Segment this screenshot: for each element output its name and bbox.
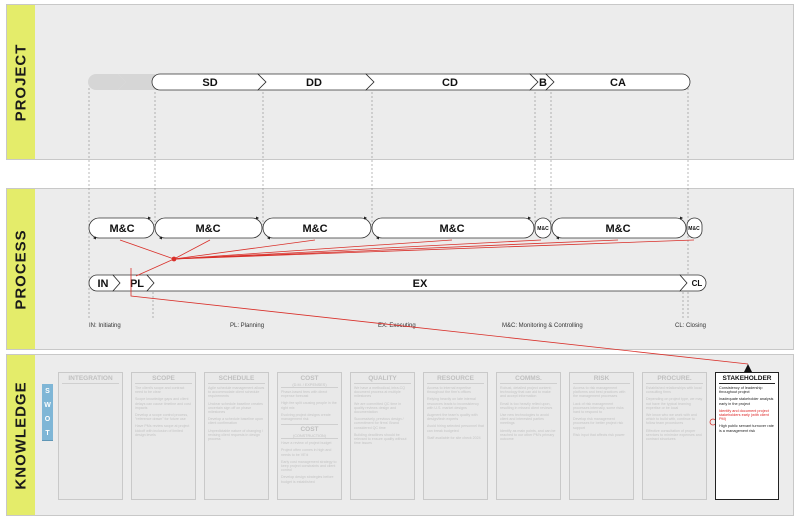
phase-dd-label: DD: [306, 77, 322, 89]
process-legend: [89, 323, 706, 329]
swot-s: S: [42, 384, 53, 399]
knowledge-item: Effective consultation of proper services to minimize expenses and contract structures: [646, 428, 702, 442]
knowledge-item: Agile schedule management allows to accommodate client schedule requirements: [208, 386, 265, 399]
mc-label-7: M&C: [688, 226, 700, 232]
knowledge-item: Established relationships with local consulting firms: [646, 386, 702, 395]
knowledge-item: Unclear schedule baseline creates uncertain sign off on phase milestones: [208, 401, 263, 415]
knowledge-item: We are committed QC time in quality reviews design and documentation: [354, 401, 402, 415]
knowledge-item: Develop risk management processes for better project risk support: [573, 417, 624, 430]
knowledge-item: Risk input that affects risk power: [573, 432, 625, 437]
knowledge-item: Robust, detailed project content; technology that can aid to make and accept information: [500, 386, 552, 399]
knowledge-schedule-card: [204, 372, 269, 500]
knowledge-comms-title: COMMS.: [500, 375, 557, 384]
knowledge-item: High public servant turnover rate is a management risk: [719, 424, 774, 433]
knowledge-item: Project often comes in high and needs to be VE'd: [281, 448, 332, 457]
knowledge-item: Evolving project designs create management risk: [281, 412, 331, 422]
knowledge-scope-title: SCOPE: [135, 375, 192, 384]
knowledge-item: Develop a scope control process, "reference drawn" for future use: [135, 413, 189, 422]
knowledge-item: Phase-based fees with direct expense forecast: [281, 390, 328, 399]
knowledge-item: Have PMs review scope at project kickoff with inclusion of limited design levels: [135, 424, 190, 437]
stakeholder-marker: [744, 364, 752, 372]
knowledge-item: Staff available for site check 2024: [427, 435, 481, 440]
knowledge-item: Access to internal expertise throughout the firm's offices: [427, 386, 471, 395]
project-band-label: PROJECT: [7, 5, 35, 159]
knowledge-cost-construction-subtitle: (CONSTRUCTION): [281, 434, 338, 439]
knowledge-item: Building deadlines should be relevant to ensure quality without time issues: [354, 432, 407, 446]
knowledge-stakeholder-title: STAKEHOLDER: [719, 375, 775, 384]
legend-executing: EX: Executing: [378, 323, 416, 329]
phase-cd-label: CD: [442, 77, 458, 89]
legend-initiating: IN: Initiating: [89, 323, 121, 329]
knowledge-procure-title: PROCURE.: [646, 375, 703, 384]
connector-hub: [172, 257, 177, 262]
knowledge-item: Use new technologies to avoid client and interested parties meetings: [500, 413, 549, 426]
knowledge-item: Successively, previous design / commitment for firms' Brand considered QC time: [354, 417, 404, 430]
knowledge-integration-title: INTEGRATION: [62, 375, 119, 384]
knowledge-quality-card: [350, 372, 415, 500]
process-group-row: [89, 275, 706, 291]
knowledge-item: Have a review of project budget: [281, 441, 332, 446]
legend-planning: PL: Planning: [230, 323, 265, 329]
knowledge-item: Lack of risk management processes internally, some risks hard to respond to: [573, 401, 624, 415]
knowledge-item: Scope knowledge gaps and client delays can cause timeline and cost impacts: [135, 397, 191, 410]
knowledge-item: Email is too heavily relied upon, resulting in missed client reviews: [500, 401, 553, 410]
knowledge-comms-card: [496, 372, 561, 500]
knowledge-item: High fee split causing people in the right mix: [281, 401, 337, 410]
knowledge-item: Avoid hiring selected personnel that can break budgeted: [427, 424, 484, 433]
knowledge-stakeholder-card: [715, 372, 779, 500]
red-connectors: [120, 240, 748, 364]
knowledge-procure-card: [642, 372, 707, 500]
mc-label-6: M&C: [605, 223, 631, 235]
knowledge-item: The client's scope and contract need to be clear: [135, 386, 185, 395]
phase-ca-label: CA: [610, 77, 626, 89]
knowledge-integration-card: [58, 372, 123, 500]
knowledge-item: Relying heavily on late internal resources leads to inconsistency with U.S. market designs: [427, 397, 479, 410]
knowledge-risk-title: RISK: [573, 375, 630, 384]
knowledge-risk-card: [569, 372, 634, 500]
process-initiating-label: IN: [97, 278, 109, 290]
knowledge-cost-title: COST: [300, 375, 319, 382]
phase-b-label: B: [539, 77, 547, 89]
knowledge-item: Depending on project type, we may not have the typical teaming expertise or be local: [646, 397, 703, 410]
knowledge-resource-title: RESOURCE: [427, 375, 484, 384]
legend-monitoring: M&C: Monitoring & Controlling: [502, 323, 583, 329]
knowledge-item: Inadequate stakeholder analysis early in the project: [719, 397, 774, 406]
knowledge-scope-card: [131, 372, 196, 500]
knowledge-item: Develop a schedule baseline upon client confirmation: [208, 417, 263, 426]
swot-t: T: [42, 426, 53, 441]
knowledge-item: Develop design strategies before budget is established: [281, 475, 334, 484]
project-phase-bar: [88, 74, 690, 90]
knowledge-item: We have a methodical, intra-CQ document process at multiple milestones: [354, 386, 406, 399]
process-planning-label: PL: [129, 278, 145, 290]
process-band-label: PROCESS: [7, 189, 35, 349]
knowledge-resource-card: [423, 372, 488, 500]
legend-closing: CL: Closing: [675, 323, 707, 329]
knowledge-schedule-title: SCHEDULE: [208, 375, 265, 384]
pre-phase-stub: [88, 74, 126, 90]
knowledge-item: Access to risk management platforms and best practices with the management processes: [573, 386, 626, 399]
mc-label-1: M&C: [109, 223, 135, 235]
knowledge-cost-card: [277, 372, 342, 500]
knowledge-cost-construction-title: COST: [281, 424, 338, 434]
monitoring-controlling-row: [89, 218, 702, 238]
knowledge-item: Augment the team's quality with design/tech experts: [427, 413, 478, 422]
knowledge-item-highlighted: Identify and document project stakeholders early (with client PM): [719, 408, 769, 422]
process-executing-label: EX: [412, 278, 428, 290]
knowledge-item: Unpredictable nature of changing / revising client requests in design process: [208, 428, 263, 442]
knowledge-band-label: KNOWLEDGE: [7, 355, 35, 515]
mc-label-2: M&C: [195, 223, 221, 235]
knowledge-quality-title: QUALITY: [354, 375, 411, 384]
mc-label-5: M&C: [537, 226, 549, 232]
knowledge-item: Consistency of leadership throughout project: [719, 386, 763, 395]
phase-sd-label: SD: [202, 77, 218, 89]
knowledge-item: Identify as main points, and can be reached to our other PM's primary outcome: [500, 428, 556, 442]
knowledge-item: We know who we work with and which to build with, continue to follow team procedures: [646, 413, 697, 426]
mc-label-3: M&C: [302, 223, 328, 235]
swot-o: O: [42, 412, 53, 427]
knowledge-item: Early cost management strategy to keep project constraints and client control: [281, 459, 337, 473]
mc-label-4: M&C: [439, 223, 465, 235]
process-closing-label: CL: [691, 279, 703, 288]
knowledge-cost-subtitle: (D.M. / EXPENSES): [281, 383, 338, 388]
swot-w: W: [42, 398, 53, 413]
